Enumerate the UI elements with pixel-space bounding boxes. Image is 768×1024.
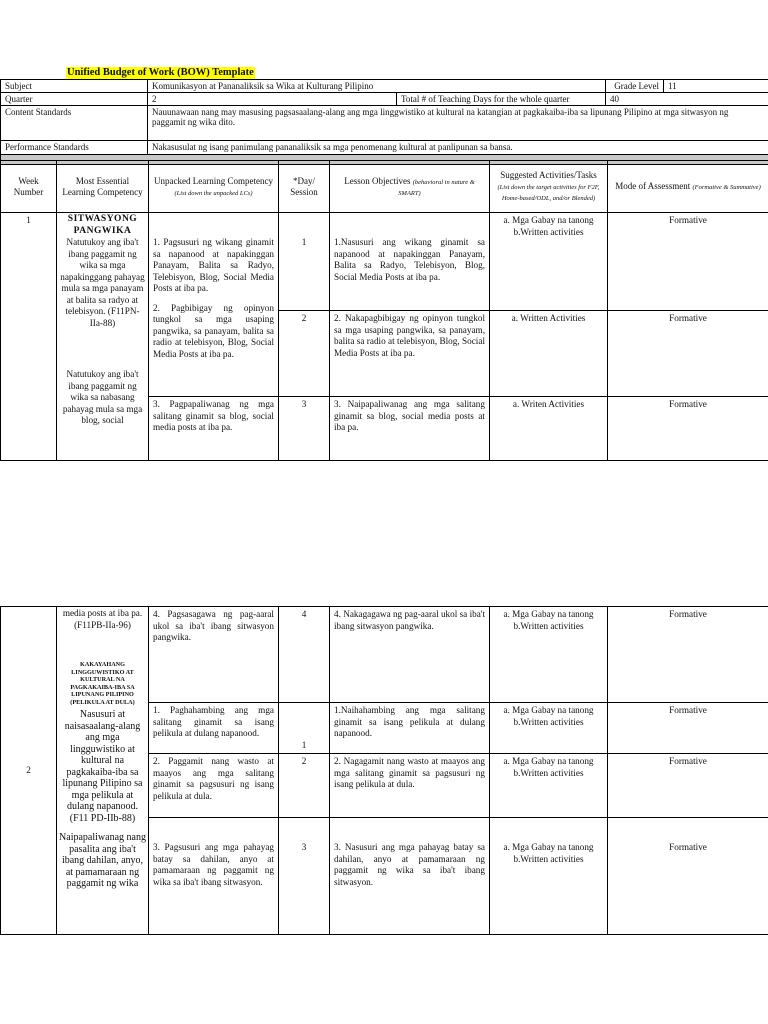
quarter-row xyxy=(1,93,768,106)
col-objectives: Lesson Objectives (behavioral in nature & SMART) xyxy=(330,161,490,213)
activities-cell: a. Mga Gabay na tanong b.Written activities xyxy=(490,818,608,935)
col-day: *Day/ Session xyxy=(279,161,330,213)
subject-value: Komunikasyon at Pananaliksik sa Wika at Kulturang Pilipino xyxy=(148,80,606,93)
unpacked-cell: 4. Pagsasagawa ng pag-aaral ukol sa iba't ibang sitwasyon pangwika. xyxy=(149,607,279,703)
column-header-row xyxy=(1,161,768,213)
mel-cell: SITWASYONG PANGWIKA Natutukoy ang iba't ibang paggamit ng wika sa mga napakinggang pahayag mula sa mga panayam at balita sa radyo at telebisyon. (F11PN-IIa-88) Natutukoy ang iba't ibang paggamit ng wika sa nabasang pahayag mula sa mga blog, social xyxy=(57,213,149,461)
activities-cell: a. Mga Gabay na tanong b.Written activities xyxy=(490,703,608,754)
content-label: Content Standards xyxy=(1,106,148,141)
mel-cell: media posts at iba pa. (F11PB-IIa-96) KAKAYAHANG LINGGUWISTIKO AT KULTURAL NA PAGKAKAIBA-IBA SA LIPUNANG PILIPINO (PELIKULA AT DULA) Nasusuri at naisasaalang-alang ang mga lingguwistiko at kultural na pagkakaiba-iba sa lipunang Pilipino sa mga pelikula at dulang napanood. (F11 PD-IIb-88) Naipapaliwanag nang pasalita ang iba't ibang dahilan, anyo, at pamamaraan ng paggamit ng wika xyxy=(57,607,149,935)
col-mel: Most Essential Learning Competency xyxy=(57,161,149,213)
assessment-cell: Formative xyxy=(608,607,768,703)
activities-cell: a. Mga Gabay na tanong b.Written activities xyxy=(490,213,608,311)
assessment-cell: Formative xyxy=(608,397,768,461)
col-activities: Suggested Activities/Tasks (List down the target activities for F2F, Home-based/ODL, and/or Blended) xyxy=(490,161,608,213)
day-cell: 3 xyxy=(279,818,330,935)
document-title: Unified Budget of Work (BOW) Template xyxy=(67,67,254,78)
assessment-cell: Formative xyxy=(608,703,768,754)
objective-cell: 1.Naihahambing ang mga salitang ginamit sa isang pelikula at dulang napanood. xyxy=(330,703,490,754)
week-number: 1 xyxy=(1,213,57,461)
performance-label: Performance Standards xyxy=(1,141,148,155)
unpacked-cell: 1. Pagsusuri ng wikang ginamit sa napanood at napakinggan Panayam, Balita sa Radyo, Telebisyon, Blog, Social Media Posts at iba pa. 2. Pagbibigay ng opinyon tungkol sa mga usaping pangwika, sa panayam, balita sa radio at telebisyon, Blog, Social Media Posts at iba pa. xyxy=(149,213,279,397)
unpacked-cell: 1. Paghahambing ang mga salitang ginamit sa isang pelikula at dulang napanood. xyxy=(149,703,279,754)
content-value: Nauunawaan nang may masusing pagsasaalang-alang ang mga linggwistiko at kultural na katangian at pagkakaiba-iba sa lipunang Pilipino at mga sitwasyon ng paggamit ng wika dito. xyxy=(148,106,768,141)
performance-value: Nakasusulat ng isang panimulang pananaliksik sa mga penomenang kultural at panlipunan sa bansa. xyxy=(148,141,768,155)
week-number: 2 xyxy=(1,607,57,935)
grade-label: Grade Level xyxy=(606,80,664,92)
day-cell: 2 xyxy=(279,311,330,397)
quarter-value: 2 xyxy=(148,93,397,106)
activities-cell: a. Written Activities xyxy=(490,311,608,397)
day-cell: 1 xyxy=(279,213,330,311)
table-row xyxy=(1,607,768,703)
objective-cell: 2. Nagagamit nang wasto at maayos ang mga salitang ginamit sa pagsusuri ng isang pelikula at dula. xyxy=(330,754,490,818)
objective-cell: 2. Nakapagbibigay ng opinyon tungkol sa mga usaping pangwika, sa panayam, balita sa radio at telebisyon, Blog, Social Media Posts at iba pa. xyxy=(330,311,490,397)
day-cell: 1 xyxy=(279,703,330,754)
header-table xyxy=(0,79,768,165)
assessment-cell: Formative xyxy=(608,213,768,311)
activities-cell: a. Mga Gabay na tanong b.Written activities xyxy=(490,754,608,818)
content-standards-row xyxy=(1,106,768,141)
unpacked-cell: 2. Paggamit nang wasto at maayos ang mga salitang ginamit sa pagsusuri ng isang pelikula at dula. xyxy=(149,754,279,818)
col-unpacked: Unpacked Learning Competency (List down the unpacked LCs) xyxy=(149,161,279,213)
col-week: Week Number xyxy=(1,161,57,213)
objective-cell: 4. Nakagagawa ng pag-aaral ukol sa iba't ibang sitwasyon pangwika. xyxy=(330,607,490,703)
grade-value: 11 xyxy=(668,81,677,91)
assessment-cell: Formative xyxy=(608,818,768,935)
days-value: 40 xyxy=(606,93,768,106)
activities-cell: a. Mga Gabay na tanong b.Written activities xyxy=(490,607,608,703)
table-row xyxy=(1,213,768,311)
unpacked-cell: 3. Pagpapaliwanag ng mga salitang ginamit sa blog, social media posts at iba pa. xyxy=(149,397,279,461)
assessment-cell: Formative xyxy=(608,311,768,397)
unpacked-cell: 3. Pagsusuri ang mga pahayag batay sa dahilan, anyo at pamamaraan ng paggamit ng wika sa iba't ibang sitwasyon. xyxy=(149,818,279,935)
days-label: Total # of Teaching Days for the whole quarter xyxy=(397,93,606,106)
day-cell: 2 xyxy=(279,754,330,818)
subject-label: Subject xyxy=(1,80,148,93)
budget-table-page2 xyxy=(0,606,768,935)
day-cell: 3 xyxy=(279,397,330,461)
day-cell: 4 xyxy=(279,607,330,703)
objective-cell: 3. Nasusuri ang mga pahayag batay sa dahilan, anyo at pamamaraan ng paggamit ng wika sa iba't ibang sitwasyon. xyxy=(330,818,490,935)
assessment-cell: Formative xyxy=(608,754,768,818)
quarter-label: Quarter xyxy=(1,93,148,106)
objective-cell: 1.Nasusuri ang wikang ginamit sa napanood at napakinggan Panayam, Balita sa Radyo, Telebisyon, Blog, Social Media Posts at iba pa. xyxy=(330,213,490,311)
objective-cell: 3. Naipapaliwanag ang mga salitang ginamit sa blog, social media posts at iba pa. xyxy=(330,397,490,461)
activities-cell: a. Writen Activities xyxy=(490,397,608,461)
budget-table-page1 xyxy=(0,160,768,461)
subject-row xyxy=(1,80,768,93)
col-assessment: Mode of Assessment (Formative & Summative) xyxy=(608,161,768,213)
performance-standards-row xyxy=(1,141,768,155)
